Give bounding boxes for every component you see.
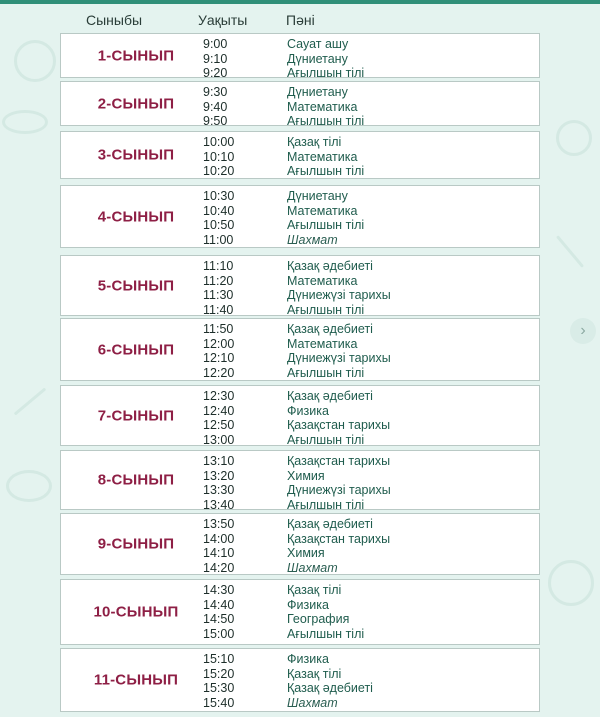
lesson-subject: Шахмат (287, 695, 338, 710)
lesson-row (61, 52, 539, 67)
lesson-subject: Ағылшын тілі (287, 432, 365, 447)
decor-atom-icon-2 (548, 560, 594, 606)
lesson-row (61, 681, 539, 696)
lesson-time: 13:50 (203, 517, 235, 531)
lesson-row (61, 561, 539, 576)
lesson-subject: Қазақстан тарихы (287, 454, 391, 468)
lesson-row (61, 135, 539, 150)
lesson-row (61, 583, 539, 598)
class-name: 6-СЫНЫП (97, 341, 175, 358)
lesson-time: 11:20 (203, 273, 234, 288)
lesson-list (61, 517, 539, 575)
lesson-row (61, 100, 539, 115)
lesson-row (61, 667, 539, 682)
lesson-subject: Математика (287, 99, 358, 114)
table-header (0, 12, 600, 34)
lesson-row (61, 164, 539, 179)
lesson-time: 12:00 (203, 336, 235, 351)
lesson-subject: Қазақ әдебиеті (287, 389, 373, 403)
lesson-row (61, 454, 539, 469)
lesson-subject: Химия (287, 546, 325, 561)
lesson-subject: Қазақ әдебиеті (287, 322, 373, 336)
lesson-list (61, 259, 539, 317)
lesson-row (61, 189, 539, 204)
class-card (60, 579, 540, 645)
lesson-row (61, 696, 539, 711)
class-name: 8-СЫНЫП (97, 471, 175, 489)
lesson-time: 10:20 (203, 164, 235, 179)
lesson-subject: Физика (287, 597, 329, 612)
lesson-time: 13:00 (203, 432, 235, 447)
lesson-list (61, 85, 539, 129)
lesson-time: 10:10 (203, 149, 235, 164)
lesson-subject: Физика (287, 403, 329, 418)
lesson-subject: Қазақ әдебиеті (287, 259, 373, 273)
header-subject: Пәні (286, 12, 315, 28)
lesson-time: 15:20 (203, 666, 235, 681)
lesson-time: 9:00 (203, 37, 228, 51)
next-arrow-button[interactable]: › (570, 318, 596, 344)
lesson-list (61, 652, 539, 710)
class-name: 5-СЫНЫП (97, 277, 175, 294)
lesson-subject: Математика (287, 273, 358, 288)
lesson-list (61, 37, 539, 81)
decor-palette-icon (6, 470, 52, 502)
lesson-time: 9:50 (203, 114, 228, 129)
class-name: 2-СЫНЫП (97, 95, 175, 112)
decor-compass-icon (556, 235, 584, 268)
class-name: 1-СЫНЫП (97, 47, 175, 64)
lesson-time: 9:10 (203, 51, 228, 66)
class-card (60, 318, 540, 381)
lesson-time: 15:00 (203, 626, 235, 641)
lesson-row (61, 303, 539, 318)
lesson-row (61, 204, 539, 219)
class-card (60, 513, 540, 575)
lesson-row (61, 37, 539, 52)
lesson-time: 15:30 (203, 681, 235, 696)
lesson-row (61, 483, 539, 498)
lesson-subject: Шахмат (287, 560, 338, 575)
lesson-row (61, 433, 539, 448)
lesson-subject: Дүниежүзі тарихы (287, 288, 391, 303)
lesson-time: 11:50 (203, 322, 234, 336)
lesson-time: 14:30 (203, 583, 235, 597)
lesson-time: 11:40 (203, 302, 234, 317)
lesson-time: 12:30 (203, 389, 235, 403)
lesson-row (61, 85, 539, 100)
lesson-subject: Дүниетану (287, 189, 348, 203)
lesson-subject: Қазақстан тарихы (287, 531, 391, 546)
lesson-time: 9:40 (203, 99, 228, 114)
lesson-list (61, 583, 539, 641)
lesson-time: 12:50 (203, 418, 235, 433)
lesson-row (61, 546, 539, 561)
lesson-list (61, 135, 539, 179)
class-card (60, 81, 540, 129)
lesson-row (61, 259, 539, 274)
lesson-subject: Шахмат (287, 232, 338, 247)
lesson-subject: Қазақ әдебиеті (287, 517, 373, 531)
lesson-subject: Дүниетану (287, 85, 348, 99)
class-card (60, 131, 540, 179)
lesson-subject: Ағылшын тілі (287, 365, 365, 380)
decor-ruler-icon (14, 387, 47, 415)
lesson-subject: Қазақ тілі (287, 583, 342, 597)
lesson-row (61, 322, 539, 337)
lesson-row (61, 532, 539, 547)
lesson-subject: Дүниежүзі тарихы (287, 483, 391, 498)
lesson-subject: Ағылшын тілі (287, 626, 365, 641)
class-name: 7-СЫНЫП (97, 407, 175, 424)
lesson-subject: Математика (287, 203, 358, 218)
lesson-subject: Дүниетану (287, 51, 348, 66)
class-name: 9-СЫНЫП (97, 535, 175, 553)
lesson-subject: Дүниежүзі тарихы (287, 351, 391, 366)
class-card (60, 385, 540, 446)
lesson-subject: Математика (287, 336, 358, 351)
lesson-row (61, 598, 539, 613)
lesson-time: 10:50 (203, 218, 235, 233)
lesson-subject: Қазақ тілі (287, 135, 342, 149)
lesson-row (61, 274, 539, 289)
lesson-time: 13:40 (203, 497, 235, 512)
lesson-subject: Ағылшын тілі (287, 114, 365, 129)
lesson-subject: Қазақ тілі (287, 666, 342, 681)
decor-orbit-icon (2, 110, 48, 134)
lesson-time: 12:10 (203, 351, 235, 366)
class-card (60, 450, 540, 510)
lesson-subject: Ағылшын тілі (287, 302, 365, 317)
decor-circle-icon (556, 120, 592, 156)
class-card (60, 33, 540, 81)
class-card (60, 648, 540, 712)
lesson-time: 11:10 (203, 259, 234, 273)
lesson-subject: Ағылшын тілі (287, 66, 365, 81)
lesson-row (61, 337, 539, 352)
lesson-time: 13:20 (203, 468, 235, 483)
class-card (60, 255, 540, 316)
lesson-time: 10:30 (203, 189, 235, 203)
lesson-row (61, 351, 539, 366)
lesson-time: 11:30 (203, 288, 234, 303)
lesson-subject: Ағылшын тілі (287, 164, 365, 179)
lesson-time: 12:20 (203, 365, 235, 380)
lesson-row (61, 469, 539, 484)
lesson-row (61, 218, 539, 233)
lesson-time: 9:30 (203, 85, 228, 99)
lesson-list (61, 189, 539, 247)
header-time: Уақыты (198, 12, 248, 28)
lesson-row (61, 612, 539, 627)
lesson-subject: География (287, 612, 350, 627)
class-card (60, 185, 540, 248)
lesson-subject: Қазақ әдебиеті (287, 681, 373, 696)
lesson-row (61, 114, 539, 129)
lesson-row (61, 652, 539, 667)
lesson-subject: Химия (287, 468, 325, 483)
lesson-time: 10:00 (203, 135, 235, 149)
lesson-time: 15:40 (203, 695, 235, 710)
lesson-row (61, 404, 539, 419)
lesson-row (61, 418, 539, 433)
top-accent-bar (0, 0, 600, 4)
lesson-time: 14:40 (203, 597, 235, 612)
lesson-time: 15:10 (203, 652, 235, 666)
lesson-subject: Физика (287, 652, 329, 666)
lesson-subject: Ағылшын тілі (287, 497, 365, 512)
decor-atom-icon (14, 40, 56, 82)
lesson-row (61, 288, 539, 303)
lesson-time: 14:50 (203, 612, 235, 627)
lesson-row (61, 389, 539, 404)
header-class: Сыныбы (86, 12, 143, 28)
lesson-time: 13:30 (203, 483, 235, 498)
lesson-subject: Ағылшын тілі (287, 218, 365, 233)
lesson-time: 14:10 (203, 546, 235, 561)
lesson-row (61, 517, 539, 532)
lesson-time: 13:10 (203, 454, 235, 468)
lesson-list (61, 389, 539, 447)
lesson-row (61, 150, 539, 165)
lesson-list (61, 322, 539, 380)
lesson-list (61, 454, 539, 512)
lesson-time: 14:20 (203, 560, 235, 575)
lesson-subject: Сауат ашу (287, 37, 349, 51)
class-name: 11-СЫНЫП (93, 671, 179, 689)
lesson-time: 11:00 (203, 232, 234, 247)
lesson-subject: Қазақстан тарихы (287, 418, 391, 433)
lesson-time: 14:00 (203, 531, 235, 546)
lesson-row (61, 498, 539, 513)
lesson-row (61, 366, 539, 381)
lesson-subject: Математика (287, 149, 358, 164)
class-name: 4-СЫНЫП (97, 208, 175, 225)
lesson-time: 9:20 (203, 66, 228, 81)
lesson-time: 12:40 (203, 403, 235, 418)
class-name: 3-СЫНЫП (97, 146, 175, 164)
lesson-row (61, 66, 539, 81)
lesson-time: 10:40 (203, 203, 235, 218)
lesson-row (61, 233, 539, 248)
class-name: 10-СЫНЫП (93, 603, 179, 621)
lesson-row (61, 627, 539, 642)
